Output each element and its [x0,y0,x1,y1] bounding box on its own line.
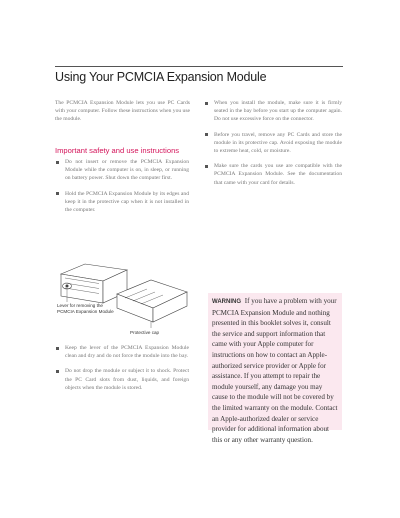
bullet-icon [56,370,59,373]
bullet-icon [56,161,59,164]
list-item [205,131,342,156]
module-drawing [55,256,195,348]
lever-label-line1: Lever for removing the [57,303,103,308]
safety-list-right [205,99,342,194]
list-item-text: Make sure the cards you use are compatible with the PCMCIA Expansion Module. See the documentation that came with your card for details. [214,163,342,186]
list-item-text: Hold the PCMCIA Expansion Module by its edges and keep it in the protective cap when it is not installed in the computer. [65,190,189,214]
page-title: Using Your PCMCIA Expansion Module [55,70,267,84]
warning-paragraph [212,296,338,445]
list-item-text: When you install the module, make sure it is firmly seated in the bay before you start up the computer again. Do not use excessive force on the connector. [214,100,342,123]
warning-box [208,293,342,444]
list-item [56,190,189,215]
protective-cap-drawing [117,280,187,322]
list-item [205,162,342,187]
intro-paragraph: The PCMCIA Expansion Module lets you use PC Cards with your computer. Follow these instructions when you use the module. [55,100,191,123]
safety-heading: Important safety and use instructions [55,146,180,155]
cap-label: Protective cap [130,330,160,335]
safety-list-left [56,158,189,221]
bullet-icon [56,192,59,195]
lever-label-line2: PCMCIA Expansion Module [57,309,114,314]
list-item-text: Do not drop the module or subject it to shock. Protect the PC Card slots from dust, liquids, and foreign objects when the module is stored. [65,368,189,391]
list-item [205,99,342,124]
bullet-icon [205,165,208,168]
safety-list-left-2 [56,344,189,399]
list-item [56,367,189,392]
warning-label: WARNING [212,299,241,305]
lever-label [57,303,114,315]
bullet-icon [205,102,208,105]
module-illustration [55,256,195,348]
bullet-icon [56,347,59,350]
list-item-text: Before you travel, remove any PC Cards and store the module in its protective cap. Avoid exposing the module to extreme heat, cold, or moisture. [214,131,342,155]
list-item [56,158,189,183]
top-rule [55,66,343,67]
bullet-icon [205,133,208,136]
list-item-text: Do not insert or remove the PCMCIA Expansion Module while the computer is on, in sleep, or running on battery power. Shut down the computer first. [65,159,189,182]
list-item [56,344,189,360]
list-item-text: Keep the lever of the PCMCIA Expansion Module clean and dry and do not force the module into the bay. [65,345,189,360]
warning-text: If you have a problem with your PCMCIA Expansion Module and nothing presented in this booklet solves it, consult the service and support information that came with your Apple computer for instructions on how to contact an Apple-authorized service provider or Apple for assistance. If you attempt to repair the module yourself, any damage you may cause to the module will not be covered by the limited warranty on the module. Contact an Apple-authorized dealer or service provider for additional information about this or any other warranty question. [212,297,338,444]
